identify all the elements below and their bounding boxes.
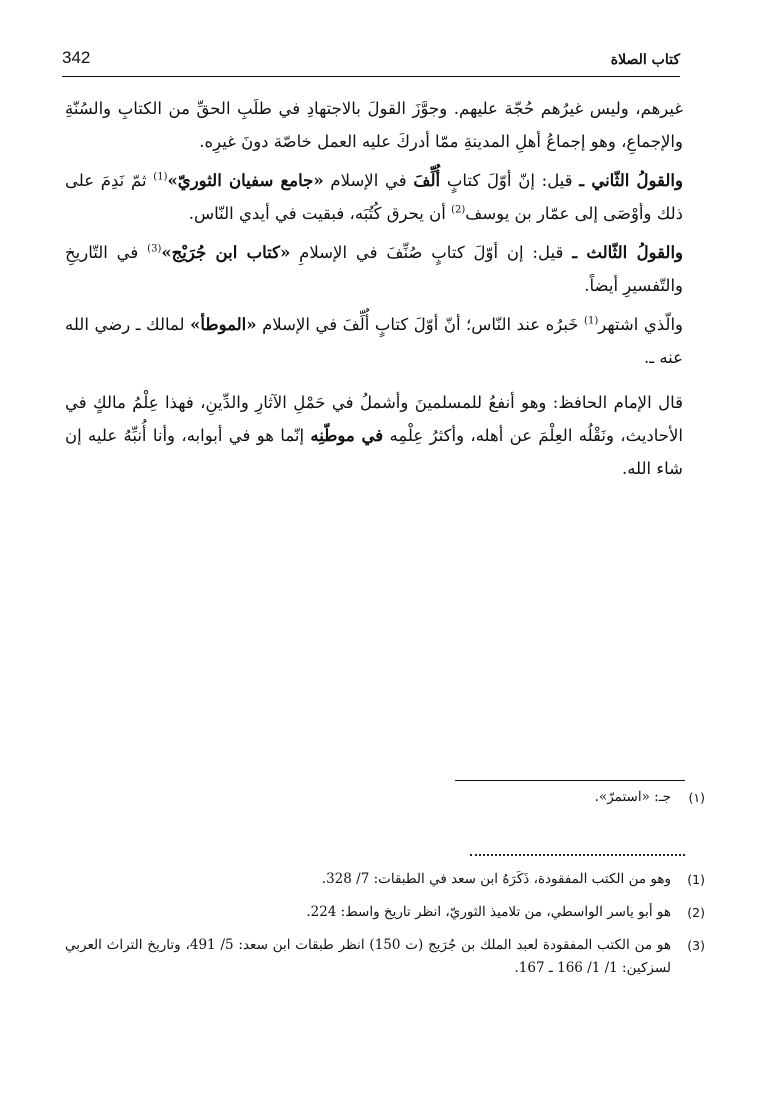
footnote-text: هو من الكتب المفقودة لعبد الملك بن جُرَيج (ت 150) انظر طبقات ابن سعد: 5/ 491، وتاريخ التراث العربي لسزكين: 1/ 1/ 166 ـ 167. — [65, 937, 671, 976]
paragraph-5: قال الإمام الحافظ: وهو أنفعُ للمسلمينَ وأشملُ في حَمْلِ الآثارِ والدِّينِ، فهذا عِلْمُ مالكٍ في الأحاديث، ونَقْلُه العِلْمَ عن أهله، وأكثرُ عِلْمِه في موطّنِه إنّما هو في أبوابه، وأنا أُنبِّهُ عليه إن شاء الله. — [65, 393, 683, 478]
work-title: «الموطأ» — [190, 315, 257, 334]
paragraph-2: والقولُ الثّاني ـ قيل: إنّ أوّلَ كتابٍ أُلِّفَ في الإسلام «جامع سفيان الثوريّ»$^{(1)}$ ثمّ نَدِمَ على ذلك وأوْصَى إلى عمّار بن يوسف$^{(2)}$ أن يحرق كُتُبَه، فبقيت في أيدي النّاس. — [65, 171, 683, 223]
work-title: «كتاب ابن جُرَيْج» — [161, 243, 291, 262]
footnote-text: جـ: «استمرّ». — [594, 789, 671, 805]
dotted-separator — [470, 854, 685, 856]
header-rule — [62, 76, 680, 77]
footnote — [65, 901, 705, 924]
footnote-separator — [455, 780, 685, 781]
paragraph-3: والقولُ الثّالث ـ قيل: إن أوّلَ كتابٍ صُنِّفَ في الإسلامِ «كتاب ابن جُرَيْج»$^{(3)}$ في التّاريخِ والتّفسيرِ أيضاً. — [65, 243, 684, 295]
footnote-ref: (3) — [147, 243, 162, 255]
footnote-text: هو أبو ياسر الواسطي، من تلاميذ الثوريّ، انظر تاريخ واسط: 224. — [306, 904, 671, 920]
footnote-ref: (2) — [451, 204, 466, 216]
paragraph-1: غيرهم، وليس غيرُهم حُجّة عليهم. وجوَّزَ القولَ بالاجتهادِ في طلَبِ الحقِّ من الكتابِ والسُنّةِ والإجماعِ، وهو إجماعُ أهلِ المدينةِ ممّا أدركَ عليه العمل خاصّة دونَ غيرِه. — [65, 99, 683, 151]
footnote-number: (2) — [687, 905, 705, 920]
page-header — [62, 48, 680, 82]
footnote — [65, 868, 705, 891]
page-number: 342 — [62, 48, 91, 67]
footnote — [65, 786, 705, 809]
main-text — [65, 92, 683, 491]
second-opinion-heading: والقولُ الثّاني ـ — [579, 171, 683, 190]
third-opinion-heading: والقولُ الثّالث ـ — [572, 243, 684, 262]
edition-footnotes — [65, 786, 705, 819]
footnote-number: (١) — [688, 790, 705, 805]
editor-footnotes — [65, 868, 705, 990]
footnote — [65, 934, 705, 980]
running-title: كتاب الصلاة — [610, 52, 680, 68]
paragraph-4: والّذي اشتهر$^{(1)}$ خَبرُه عند النّاس؛ أنّ أوّلَ كتابٍ أُلِّفَ في الإسلام «الموطأ» لمالك ـ رضي الله عنه ـ. — [65, 315, 683, 367]
work-title: «جامع سفيان الثوريّ» — [167, 171, 324, 190]
footnote-number: (1) — [687, 872, 705, 887]
footnote-number: (3) — [687, 938, 705, 953]
footnote-text: وهو من الكتب المفقودة، ذَكَرَهُ ابن سعد في الطبقات: 7/ 328. — [321, 871, 671, 887]
footnote-ref: (1) — [584, 315, 599, 327]
footnote-ref: (1) — [153, 171, 168, 183]
